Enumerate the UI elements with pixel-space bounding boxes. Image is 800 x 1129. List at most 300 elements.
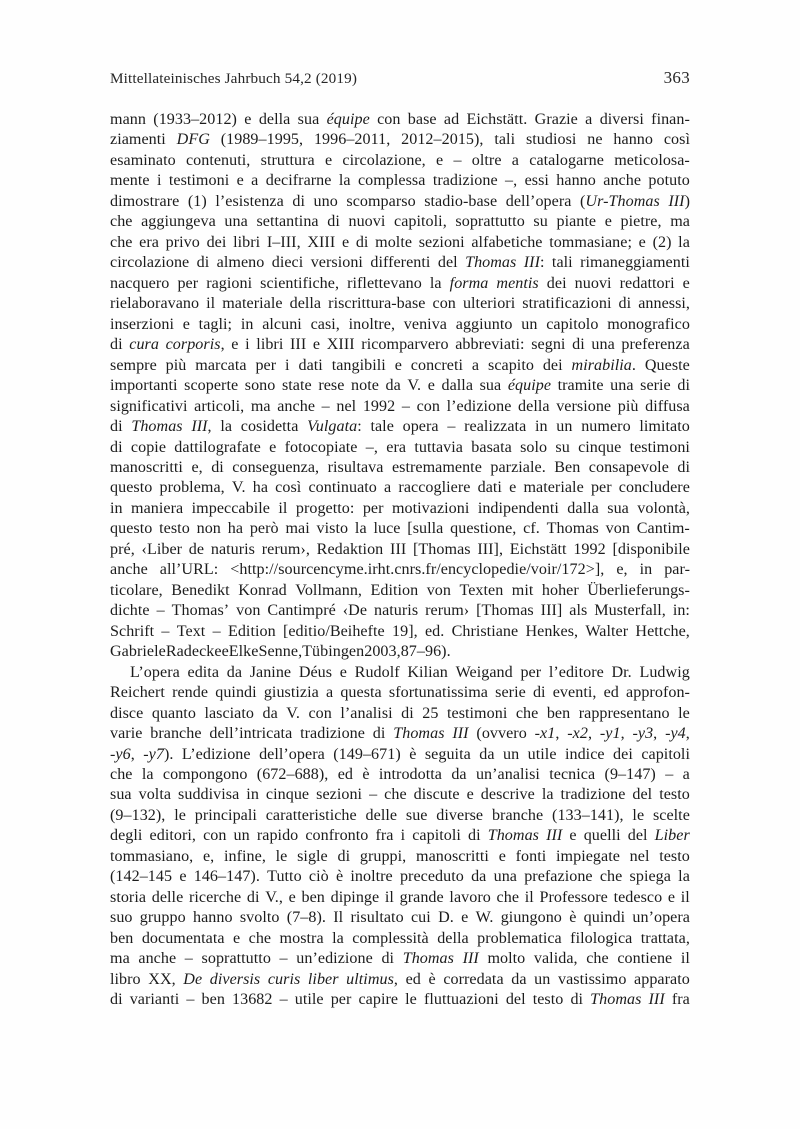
word: redattori [619, 274, 675, 292]
word: (7–8). [286, 909, 326, 927]
word: progetto: [295, 499, 355, 517]
word: scomparso [346, 192, 416, 210]
word: – [212, 622, 221, 640]
word: compongono [162, 766, 248, 783]
word: realizzata [464, 418, 527, 436]
word: finan- [651, 111, 690, 128]
word: il [680, 888, 690, 906]
word: Janine [249, 663, 292, 681]
word: tedesco [613, 888, 663, 906]
word: filologica [570, 929, 633, 947]
word: [sulla [407, 520, 444, 538]
word: per [590, 479, 612, 497]
word: spiega [629, 868, 671, 886]
word: del [505, 991, 526, 1009]
word: sezioni [418, 233, 465, 251]
text-line [110, 233, 690, 253]
text-line [110, 438, 690, 458]
word: quindi [583, 909, 626, 927]
word: sua [479, 377, 502, 395]
word: più [165, 356, 187, 374]
running-head [110, 68, 690, 92]
word: Christiane [451, 622, 519, 640]
paragraph [110, 663, 690, 1011]
word: XX, [148, 970, 176, 988]
word: materiale [523, 479, 584, 497]
word: 1992 [573, 540, 606, 558]
word: Thomas [487, 827, 539, 845]
word: con [432, 295, 456, 313]
word: raccogliere [398, 479, 471, 497]
word: un [233, 827, 250, 845]
word: III: [523, 254, 545, 272]
word: varianti [129, 991, 180, 1009]
word: – [279, 991, 288, 1009]
word: delle [365, 806, 398, 824]
word: solo [520, 438, 548, 456]
word: a [585, 111, 593, 128]
word: disce [110, 704, 144, 722]
word: testimoni [168, 172, 230, 190]
word: als [569, 602, 588, 620]
word: testimoni [629, 438, 690, 456]
word: Eichstätt [509, 540, 567, 558]
word: note [351, 377, 379, 395]
word: cosidetta [240, 418, 299, 436]
word: la [332, 929, 344, 947]
word: Schrift [110, 622, 155, 640]
word: L’opera [130, 663, 180, 681]
word: III] [540, 602, 563, 620]
word: (149–671) [333, 745, 401, 763]
word: Henkes, [525, 622, 579, 640]
word: e [244, 111, 252, 128]
text-line [110, 888, 690, 908]
word: concreti [410, 356, 464, 374]
word: libri [256, 336, 284, 354]
text-line [110, 335, 690, 355]
word: hanno [192, 909, 233, 927]
word: l’esistenza [215, 192, 284, 210]
word: è [409, 745, 417, 763]
text-line [110, 397, 690, 417]
word: stratificazioni [522, 295, 612, 313]
word: Thomas [402, 950, 454, 968]
word: giungono [500, 909, 562, 927]
word: capitoli [641, 745, 690, 763]
word: Thomas [546, 520, 599, 538]
word: Thomas [393, 725, 445, 743]
word: della [258, 111, 291, 128]
word: molte [375, 233, 413, 251]
word: fra [671, 991, 690, 1009]
word: il [524, 888, 534, 906]
text-line [110, 581, 690, 601]
word: dei [206, 233, 227, 251]
word: risultava [327, 458, 384, 476]
word: (ovvero [476, 725, 527, 743]
word: 19], [392, 622, 418, 640]
word: Professore [539, 888, 608, 906]
text-line [110, 540, 690, 560]
word: D. [438, 909, 454, 927]
word: XIII [326, 336, 355, 354]
word: di [110, 438, 123, 456]
word: dei [542, 356, 563, 374]
word: veniva [403, 315, 447, 333]
word: tradizione [560, 786, 626, 804]
word: ricerche [188, 888, 242, 906]
text-line [110, 478, 690, 498]
word: in [240, 315, 254, 333]
word: Konrad [238, 581, 287, 599]
word: – [161, 622, 170, 640]
word: indice [564, 745, 605, 763]
word: suddivisa [178, 786, 240, 804]
word: e [394, 356, 402, 374]
word: luce [373, 520, 401, 538]
word: a [511, 151, 519, 169]
word: dieci [271, 254, 304, 272]
word: dattilografate [174, 438, 261, 456]
word: materiale [222, 295, 283, 313]
word: editori, [149, 827, 196, 845]
word: l’analisi [340, 704, 393, 722]
word: Text [176, 622, 206, 640]
word: capitolo [546, 315, 599, 333]
word: opera [402, 418, 439, 436]
word: anche [138, 950, 177, 968]
word: Ben [554, 458, 581, 476]
word: <http://sourcencyme.irht.cnrs.fr/encyclopedie/voir/172>], [230, 561, 605, 579]
word: pré, [110, 540, 135, 558]
text-line [110, 806, 690, 826]
word: continuato [308, 479, 377, 497]
word: dei [546, 274, 567, 292]
word: – [447, 418, 456, 436]
word: (1) [187, 192, 207, 210]
word: visto [316, 520, 349, 538]
word: una [591, 336, 615, 354]
word: pietre, [620, 213, 662, 231]
word: e [236, 172, 244, 190]
word: ciò [308, 868, 329, 886]
word: inoltre, [348, 315, 396, 333]
word: de [188, 540, 205, 558]
word: all’URL: [159, 561, 219, 579]
word: le [275, 847, 288, 865]
word: L’edizione [181, 745, 251, 763]
word: di [570, 991, 584, 1009]
word: e [667, 888, 676, 906]
word: la [141, 766, 154, 783]
word: edita [187, 663, 220, 681]
word: di [467, 827, 481, 845]
word: del [437, 254, 458, 272]
word: quanto [151, 704, 196, 722]
word: di [618, 295, 632, 313]
word: il [278, 499, 288, 517]
word: cui [410, 909, 431, 927]
word: Grazie [534, 111, 578, 128]
word: molto [487, 950, 526, 968]
word: un [503, 745, 520, 763]
word: da [385, 377, 401, 395]
word: Gabriele [110, 643, 166, 661]
word: le [405, 991, 417, 1009]
word: tradizione [432, 172, 498, 190]
word: diversi [599, 111, 644, 128]
word: limitato [639, 418, 690, 436]
word: delle [151, 888, 184, 906]
word: – [453, 151, 462, 169]
word: diffusa [645, 397, 690, 415]
text-line [110, 315, 690, 335]
word: confronto [305, 827, 369, 845]
text-line [110, 519, 690, 539]
word: per [177, 274, 199, 292]
text-line [110, 683, 690, 703]
word: cf. [523, 520, 540, 538]
word: ma [670, 213, 690, 231]
word: degli [110, 827, 143, 845]
word: del [627, 827, 648, 845]
word: che [248, 929, 272, 947]
word: piante [556, 213, 597, 231]
word: le [678, 704, 690, 722]
word: alfabetiche [471, 233, 543, 251]
word: dati [477, 479, 502, 497]
word: ha [227, 520, 244, 538]
word: dalla [567, 499, 599, 517]
word: eventi, [552, 684, 597, 702]
text-line [110, 253, 690, 273]
word: aggiunto [455, 315, 513, 333]
word: (2) [652, 233, 672, 251]
word: sfortunatissima [388, 684, 488, 702]
word: i [156, 172, 162, 190]
word: hoher [541, 581, 579, 599]
word: ‹Liber [141, 540, 183, 558]
word: a [251, 172, 259, 190]
word: tale [370, 418, 394, 436]
word: numero [581, 418, 631, 436]
word: dipinge [330, 888, 380, 906]
word: De [183, 970, 203, 988]
word: e, [202, 847, 215, 865]
word: Senne, [258, 643, 303, 661]
word: è [428, 970, 436, 988]
text-line [110, 560, 690, 580]
text-line [110, 274, 690, 294]
word: su [533, 213, 548, 231]
word: struttura [260, 151, 315, 169]
word: curis [267, 970, 301, 988]
word: inoltre [350, 868, 393, 886]
word: del [632, 786, 653, 804]
word: tradizione [300, 725, 365, 743]
word: ed [603, 684, 619, 702]
word: inserzioni [110, 315, 174, 333]
word: III [546, 827, 563, 845]
word: da [226, 663, 243, 681]
word: introdotta [378, 766, 442, 783]
word: marcata [195, 356, 247, 374]
word: rese [318, 377, 345, 395]
word: e [569, 827, 577, 845]
word: XIII [307, 233, 336, 251]
word: per [255, 356, 277, 374]
word: sono [244, 377, 276, 395]
word: tangibili [331, 356, 386, 374]
word: conseguenza, [232, 458, 320, 476]
word: che [599, 868, 623, 886]
word: sempre [110, 356, 157, 374]
word: hanno [556, 172, 596, 190]
word: III, [191, 418, 212, 436]
word: svolto [239, 909, 280, 927]
word: che [110, 213, 133, 231]
text-line [110, 663, 690, 683]
word: forma [449, 274, 489, 292]
word: riflettevano [347, 274, 422, 292]
text-line [110, 642, 690, 662]
word: sezioni [316, 786, 363, 804]
word: stadio-base [424, 192, 498, 210]
word: nel [336, 397, 357, 415]
word: Weigand [455, 663, 513, 681]
word: e [288, 888, 296, 906]
word: fotocopiate [284, 438, 358, 456]
word: diverse [436, 806, 484, 824]
word: di [337, 847, 351, 865]
word: dell’opera [505, 192, 572, 210]
word: ha [252, 479, 269, 497]
word: ma [250, 397, 271, 415]
word: importanti [110, 377, 178, 395]
word: settantina [256, 213, 319, 231]
word: ulteriori [462, 295, 516, 313]
word: i [400, 827, 406, 845]
word: tecnica [549, 766, 596, 783]
word: Rudolf [354, 663, 400, 681]
word: III [462, 950, 479, 968]
text-line [110, 929, 690, 949]
word: che [515, 704, 539, 722]
word: e [427, 377, 435, 395]
word: questa [340, 684, 382, 702]
text-line [110, 847, 690, 867]
word: e [221, 643, 229, 661]
word: grande [399, 888, 444, 906]
word: estremamente [391, 458, 482, 476]
word: I–III, [266, 233, 301, 251]
word: mit [511, 581, 534, 599]
word: e [682, 274, 690, 292]
word: III) [668, 192, 690, 210]
word: testo [659, 786, 690, 804]
word: circolazione [110, 254, 190, 272]
word: diversis [209, 970, 261, 988]
word: le [632, 806, 645, 824]
text-line [110, 499, 690, 519]
word: e [509, 479, 517, 497]
word: V. [231, 479, 246, 497]
word: serie [640, 377, 671, 395]
word: III [648, 991, 665, 1009]
word: dalla [441, 377, 474, 395]
word: ben [110, 929, 134, 947]
word: apparato [634, 970, 690, 988]
text-line [110, 622, 690, 642]
word: anche [110, 561, 148, 579]
word: a [325, 684, 334, 702]
word: corredata [443, 970, 504, 988]
word: ed [337, 766, 353, 783]
word: il [680, 950, 690, 968]
word: [disponibile [612, 540, 690, 558]
word: tali [494, 131, 516, 149]
word: per [520, 663, 542, 681]
word: dell’intricata [209, 725, 293, 743]
word: mai [285, 520, 310, 538]
word: di [292, 192, 305, 210]
word: e, [616, 561, 628, 579]
text-line [110, 724, 690, 744]
word: versioni [310, 254, 363, 272]
word: vastissimo [557, 970, 627, 988]
word: un [521, 315, 538, 333]
word: problema, [159, 479, 225, 497]
word: tommasiano, [110, 847, 194, 865]
word: 146–147). [193, 868, 260, 886]
word: di [381, 950, 395, 968]
word: 87–96). [400, 643, 451, 661]
word: Kilian [407, 663, 448, 681]
word: da [511, 970, 527, 988]
word: rerum›, [261, 540, 310, 558]
word: Dr. [611, 663, 632, 681]
word: (133–141), [552, 806, 624, 824]
word: Déus [298, 663, 333, 681]
word: e [179, 868, 187, 886]
word: da [471, 868, 487, 886]
word: infine, [224, 847, 266, 865]
word: e [231, 336, 239, 354]
word: quindi [215, 684, 257, 702]
word: discute [413, 786, 460, 804]
word: mann [110, 111, 146, 128]
word: dati [298, 356, 323, 374]
word: giustizia [263, 684, 319, 702]
word: essi [524, 172, 549, 190]
word: esaminato [110, 151, 176, 169]
word: approfon- [626, 684, 690, 702]
word: Thomas’ [171, 602, 230, 620]
word: il [206, 295, 216, 313]
word: Walter [585, 622, 629, 640]
text-line [110, 826, 690, 846]
text-line [110, 458, 690, 478]
word: da [451, 766, 467, 783]
word: III [452, 725, 469, 743]
word: V. [407, 377, 422, 395]
word: e [461, 909, 469, 927]
word: riscrittura-base [328, 295, 426, 313]
word: la [338, 172, 351, 190]
word: segni [531, 336, 566, 354]
word: così [275, 479, 302, 497]
